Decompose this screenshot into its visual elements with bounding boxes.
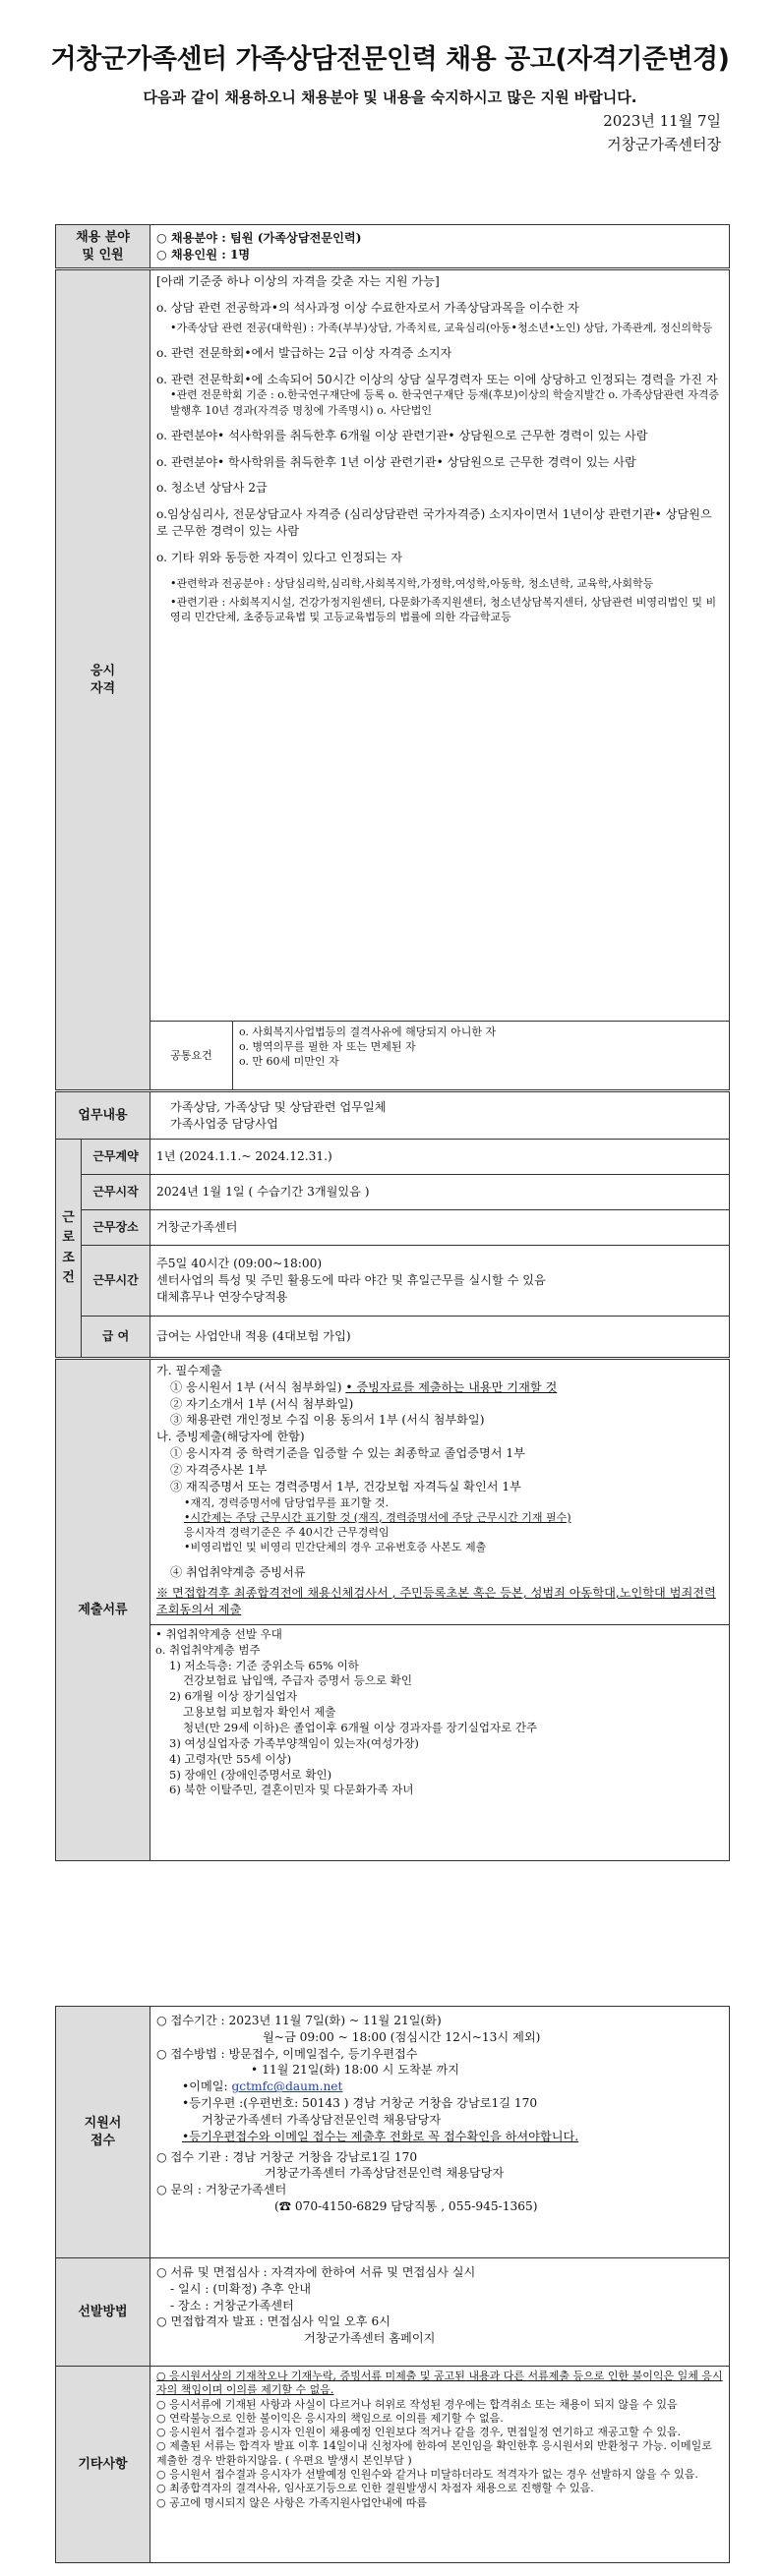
docs-proof-item: ③ 재직증명서 또는 경력증명서 1부, 건강보험 자격득실 확인서 1부 [170, 1479, 521, 1493]
count-line: ○ 채용인원 : 1명 [156, 247, 251, 262]
select-line: ○ 서류 및 면접심사 : 자격자에 한하여 서류 및 면접심사 실시 [156, 2265, 476, 2279]
docs-required-item: ① 응시원서 1부 (서식 첨부화일) • 증빙자료를 제출하는 내용만 기재할 것 [170, 1379, 558, 1394]
etc-item: ○ 응시원서상의 기재착오나 기재누락, 증빙서류 미제출 및 공고된 내용과 다른 서류제출 등으로 인한 불이익은 일체 응시자의 책임이며 이의를 제기할 수 없음. [156, 2370, 723, 2397]
common-item: o. 사회복지사업법등의 결격사유에 해당되지 아니한 자 [239, 1025, 497, 1038]
docs-proof-sub: •비영리법인 및 비영리 민간단체의 경우 고유번호증 사본도 제출 [184, 1541, 487, 1554]
etc-item: ○ 공고에 명시되지 않은 사항은 가족지원사업안내에 따름 [156, 2495, 427, 2509]
common-item: o. 만 60세 미만인 자 [239, 1055, 339, 1069]
work-line: 가족상담, 가족상담 및 상담관련 업무일체 [170, 1099, 387, 1114]
notice-subtitle: 다음과 같이 채용하오니 채용분야 및 내용을 숙지하시고 많은 지원 바랍니다. [143, 88, 637, 106]
apply-label: 지원서 접수 [56, 2007, 150, 2258]
table-conditions [55, 1091, 730, 1358]
apply-deadline: • 11월 21일(화) 18:00 시 도착분 까지 [251, 2063, 460, 2078]
etc-label: 기타사항 [56, 2367, 150, 2563]
qual-item: •가족상담 관련 전공(대학원) : 가족(부부)상담, 가족치료, 교육심리(아동•청소년•노인) 상담, 가족관계, 정신의학등 [170, 321, 713, 334]
etc-item: ○ 제출된 서류는 합격자 발표 이후 14일이내 신청자에 한하여 본인임을 확인한후 응시원서외 반환청구 가능. 이메일로 제출한 경우 반환하지않음. ( 우편요 발생시 본인부담 ) [156, 2439, 712, 2467]
hours-line: 센터사업의 특성 및 주민 활용도에 따라 야간 및 휴일근무를 실시할 수 있음 [156, 1273, 546, 1288]
etc-item: ○ 응시서류에 기재된 사항과 사실이 다르거나 허위로 작성된 경우에는 합격취소 또는 채용이 되지 않을 수 있음 [156, 2397, 678, 2411]
qual-item: o. 관련 전문학회•에 소속되어 50시간 이상의 상담 실무경력자 또는 이에 상당하고 인정되는 경력을 가진 자 [156, 372, 718, 386]
notice-org: 거창군가족센터장 [607, 136, 721, 153]
apply-post2: 거창군가족센터 가족상담전문인력 채용담당자 [202, 2112, 442, 2127]
docs-note: ※ 면접합격후 최종합격전에 채용신체검사서 , 주민등록초본 혹은 등본, 성범죄 아동학대,노인학대 범죄전력조회동의서 제출 [156, 1586, 716, 1616]
etc-item: ○ 최종합격자의 결격사유, 임사포기등으로 인한 결원발생시 차점자 채용으로 진행할 수 있음. [156, 2482, 594, 2495]
docs-content [150, 1360, 730, 1861]
vuln-item: 6) 북한 이탈주민, 결혼이민자 및 다문화가족 자녀 [169, 1783, 414, 1797]
apply-place: ○ 접수 기관 : 경남 거창군 거창읍 강남로1길 170 [156, 2149, 418, 2164]
apply-period2: 월~금 09:00 ~ 18:00 (점심시간 12시~13시 제외) [263, 2029, 541, 2044]
docs-label: 제출서류 [56, 1360, 150, 1861]
apply-confirm: •등기우편접수와 이메일 접수는 제출후 전화로 꼭 접수확인을 하셔야합니다. [182, 2129, 579, 2143]
vuln-item: 2) 6개월 이상 장기실업자 [169, 1689, 298, 1704]
qual-intro: [아래 기준중 하나 이상의 자격을 갖춘 자는 지원 가능] [156, 274, 440, 288]
condition-key: 근무시작 [82, 1175, 150, 1210]
table-application [55, 2006, 730, 2258]
apply-email-line: •이메일: gctmfc@daum.net [182, 2079, 343, 2094]
condition-value: 1년 (2024.1.1.~ 2024.12.31.) [150, 1140, 730, 1175]
qual-item: •관련기관 : 사회복지시설, 건강가정지원센터, 다문화가족지원센터, 청소년상담복지센터, 상담관련 비영리법인 및 비영리 민간단체, 초중등교육법 및 고등교육법등의 법률에 의한 각급학교등 [170, 595, 717, 624]
proof-note: • 증빙자료를 제출하는 내용만 기재할 것 [345, 1379, 558, 1394]
condition-key: 근무계약 [82, 1140, 150, 1175]
qual-item: •관련 전문학회 기준 : o.한국연구재단에 등록 o. 한국연구재단 등재(후보)이상의 학술지발간 o. 가족상담관련 자격증 발행후 10년 경과(자격증 명칭에 가족명시) o. 사단법인 [170, 388, 720, 417]
docs-proof-sub: •재직, 경력증명서에 담당업무를 표기할 것. [184, 1495, 390, 1509]
condition-value-hours [150, 1246, 730, 1317]
apply-post: •등기우편 :(우편번호: 50143 ) 경남 거창군 거창읍 강남로1길 170 [182, 2096, 538, 2111]
vuln-item: 청년(만 29세 이하)은 졸업이후 6개월 이상 경과자를 장기실업자로 간주 [183, 1720, 538, 1734]
condition-key: 급 여 [82, 1317, 150, 1358]
docs-required-item: ③ 채용관련 개인정보 수집 이용 동의서 1부 (서식 첨부화일) [170, 1413, 485, 1428]
qual-item: o. 상담 관련 전공학과•의 석사과정 이상 수료한자로서 가족상담과목을 이수한 자 [156, 300, 579, 315]
docs-required-item: ② 자기소개서 1부 (서식 첨부화일) [170, 1396, 354, 1411]
common-content [233, 1022, 730, 1090]
qual-item: •관련학과 전공분야 : 상담심리학,심리학,사회복지학,가정학,여성학,아동학, 청소년학, 교육학,사회학등 [170, 576, 654, 590]
apply-content [150, 2007, 730, 2258]
common-item: o. 병역의무를 필한 자 또는 면제된 자 [239, 1040, 416, 1054]
etc-item: ○ 응시원서 접수결과 응시자 인원이 채용예정 인원보다 적거나 같을 경우, 면접일정 연기하고 재공고할 수 있음. [156, 2426, 682, 2439]
table-qualification [55, 269, 730, 1090]
select-line: - 일시 : (미확정) 추후 안내 [170, 2281, 312, 2296]
apply-period: ○ 접수기간 : 2023년 11월 7일(화) ~ 11월 21일(화) [156, 2014, 442, 2027]
vulnerable-box [150, 1624, 729, 1800]
table-etc [55, 2366, 730, 2563]
etc-content [150, 2367, 730, 2563]
docs-required-title: 가. 필수제출 [156, 1364, 222, 1377]
etc-item: ○ 응시원서 접수결과 응시자가 선발예정 인원수와 같거나 미달하더라도 적격자가 없는 경우 선발하지 않을 수 있음. [156, 2468, 698, 2482]
select-line: ○ 면접합격자 발표 : 면접심사 익일 오후 6시 [156, 2314, 390, 2329]
vuln-item: 고용보험 피보험자 확인서 제출 [183, 1705, 336, 1720]
select-content [150, 2258, 730, 2367]
qual-item: o.임상심리사, 전문상담교사 자격증 (심리상담관련 국가자격증) 소지자이면서 1년이상 관련기관• 상담원으로 근무한 경력이 있는 사람 [156, 507, 712, 539]
table-positions [55, 224, 730, 268]
qual-item: o. 관련 전문학회•에서 발급하는 2급 이상 자격증 소지자 [156, 345, 452, 360]
apply-place2: 거창군가족센터 가족상담전문인력 채용담당자 [265, 2166, 505, 2181]
table-documents [55, 1359, 730, 1861]
condition-value: 2024년 1월 1일 ( 수습기간 3개월있음 ) [150, 1175, 730, 1210]
vuln-item: 4) 고령자(만 55세 이상) [169, 1751, 292, 1766]
qual-label: 응시 자격 [56, 270, 150, 1090]
select-label: 선발방법 [56, 2258, 150, 2367]
condition-key: 근무시간 [82, 1246, 150, 1317]
positions-content [150, 225, 730, 268]
docs-proof-title: 나. 증빙제출(해당자에 한함) [156, 1430, 305, 1444]
vuln-title: • 취업취약계층 선발 우대 [155, 1626, 282, 1641]
etc-item: ○ 연락불능으로 인한 불이익은 응시자의 책임으로 이의를 제기할 수 없음. [156, 2411, 504, 2425]
condition-value: 거창군가족센터 [150, 1210, 730, 1246]
docs-proof-sub: •시간제는 주당 근무시간 표기할 것 (재직, 경력증명서에 주당 근무시간 기재 필수) [184, 1510, 571, 1524]
email-link[interactable]: gctmfc@daum.net [231, 2079, 343, 2094]
qual-item: o. 청소년 상담사 2급 [156, 481, 268, 496]
apply-method: ○ 접수방법 : 방문접수, 이메일접수, 등기우편접수 [156, 2046, 418, 2061]
docs-priority-item: ④ 취업취약계층 증빙서류 [170, 1565, 306, 1580]
qual-content [150, 270, 730, 1022]
apply-phone: (☎ 070-4150-6829 담당직통 , 055-945-1365) [274, 2199, 538, 2214]
vuln-item: 3) 여성실업자중 가족부양책임이 있는자(여성가장) [169, 1735, 419, 1750]
table-selection [55, 2257, 730, 2367]
vuln-item: 건강보험료 납입액, 주급자 증명서 등으로 확인 [183, 1673, 413, 1688]
notice-date: 2023년 11월 7일 [603, 112, 721, 130]
qual-item: o. 관련분야• 학사학위를 취득한후 1년 이상 관련기관• 상담원으로 근무한 경력이 있는 사람 [156, 454, 636, 469]
field-line: ○ 채용분야 : 팀원 (가족상담전문인력) [156, 230, 362, 245]
hours-line: 주5일 40시간 (09:00~18:00) [156, 1257, 323, 1271]
notice-title: 거창군가족센터 가족상담전문인력 채용 공고(자격기준변경) [50, 44, 730, 75]
docs-proof-sub: 응시자격 경력기준은 주 40시간 근무경력임 [184, 1525, 390, 1539]
conditions-label: 근 로 조 건 [56, 1140, 82, 1358]
common-label: 공통요건 [150, 1022, 233, 1090]
qual-item: o. 관련분야• 석사학위를 취득한후 6개월 이상 관련기관• 상담원으로 근무한 경력이 있는 사람 [156, 428, 648, 442]
work-label: 업무내용 [56, 1092, 150, 1140]
hours-line: 대체휴무나 연장수당적용 [156, 1289, 288, 1304]
docs-proof-item: ① 응시자격 중 학력기준을 입증할 수 있는 최종학교 졸업증명서 1부 [170, 1446, 525, 1461]
positions-label: 채용 분야 및 인원 [56, 225, 150, 268]
select-line: 거창군가족센터 홈페이지 [304, 2331, 436, 2346]
vuln-sub: o. 취업취약계층 범주 [155, 1642, 261, 1657]
vuln-item: 5) 장애인 (장애인증명서로 확인) [169, 1767, 332, 1782]
vuln-item: 1) 저소득층: 기준 중위소득 65% 이하 [169, 1658, 359, 1672]
qual-item: o. 기타 위와 동등한 자격이 있다고 인정되는 자 [156, 550, 403, 564]
work-line: 가족사업중 담당사업 [170, 1116, 278, 1131]
select-line: - 장소 : 거창군가족센터 [170, 2298, 294, 2313]
condition-value: 급여는 사업안내 적용 (4대보험 가입) [150, 1317, 730, 1358]
apply-contact: ○ 문의 : 거창군가족센터 [156, 2183, 287, 2197]
condition-key: 근무장소 [82, 1210, 150, 1246]
work-content [150, 1092, 730, 1140]
docs-proof-item: ② 자격증사본 1부 [170, 1462, 268, 1477]
